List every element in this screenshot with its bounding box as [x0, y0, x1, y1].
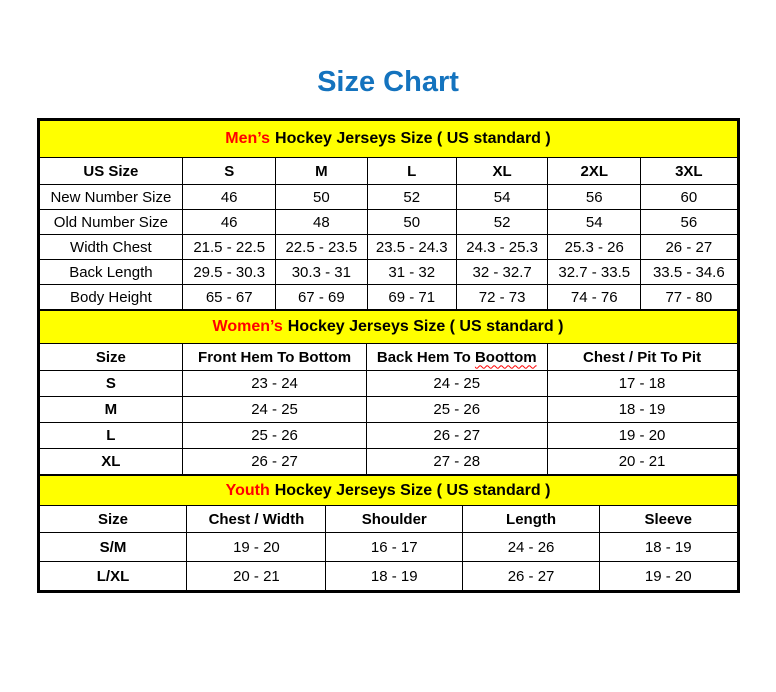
column-header: Size — [39, 344, 183, 371]
size-cell: 20 - 21 — [547, 449, 737, 475]
size-cell: 33.5 - 34.6 — [641, 260, 737, 285]
column-header: Length — [463, 506, 600, 533]
size-cell: 23 - 24 — [183, 371, 367, 397]
section-heading-text: Hockey Jerseys Size ( US standard ) — [287, 318, 564, 335]
size-cell: 65 - 67 — [183, 285, 276, 310]
row-label: Body Height — [39, 285, 183, 310]
size-cell: 50 — [276, 185, 367, 210]
section-heading-row — [39, 311, 737, 344]
row-label: S/M — [39, 533, 187, 562]
section-heading-row — [39, 121, 737, 158]
size-cell: 16 - 17 — [326, 533, 463, 562]
section-youth — [39, 475, 738, 591]
column-header: Chest / Pit To Pit — [547, 344, 737, 371]
size-cell: 23.5 - 24.3 — [367, 235, 456, 260]
page-title: Size Chart — [317, 66, 459, 98]
mens-size-table — [39, 120, 738, 310]
section-heading-text: Hockey Jerseys Size ( US standard ) — [275, 130, 551, 147]
row-label: Old Number Size — [39, 210, 183, 235]
size-cell: 24 - 25 — [366, 371, 547, 397]
table-row — [39, 423, 737, 449]
table-row — [39, 185, 737, 210]
size-cell: 19 - 20 — [599, 562, 737, 591]
section-womens — [39, 310, 738, 475]
size-cell: 77 - 80 — [641, 285, 737, 310]
row-label: M — [39, 397, 183, 423]
column-header-row — [39, 344, 737, 371]
column-header: L — [367, 158, 456, 185]
row-label: L/XL — [39, 562, 187, 591]
size-cell: 54 — [548, 210, 641, 235]
size-cell: 25.3 - 26 — [548, 235, 641, 260]
row-label: Back Length — [39, 260, 183, 285]
table-row — [39, 210, 737, 235]
row-label: L — [39, 423, 183, 449]
size-cell: 26 - 27 — [366, 423, 547, 449]
size-cell: 54 — [456, 185, 547, 210]
section-heading-accent: Youth — [225, 481, 270, 499]
size-cell: 74 - 76 — [548, 285, 641, 310]
size-cell: 21.5 - 22.5 — [183, 235, 276, 260]
section-heading — [39, 121, 737, 158]
table-row — [39, 285, 737, 310]
section-heading-accent: Men’s — [225, 130, 271, 147]
size-cell: 52 — [367, 185, 456, 210]
table-row — [39, 562, 737, 591]
size-cell: 26 - 27 — [641, 235, 737, 260]
size-cell: 46 — [183, 185, 276, 210]
size-cell: 60 — [641, 185, 737, 210]
youth-size-table — [39, 475, 738, 591]
size-cell: 18 - 19 — [326, 562, 463, 591]
table-row — [39, 533, 737, 562]
size-cell: 27 - 28 — [366, 449, 547, 475]
size-cell: 20 - 21 — [187, 562, 326, 591]
section-mens — [39, 120, 738, 310]
section-heading — [39, 311, 737, 344]
table-row — [39, 260, 737, 285]
size-cell: 52 — [456, 210, 547, 235]
size-cell: 24 - 25 — [183, 397, 367, 423]
column-header: Back Hem To Boottom — [366, 344, 547, 371]
size-chart — [37, 118, 740, 593]
size-cell: 19 - 20 — [547, 423, 737, 449]
row-label: XL — [39, 449, 183, 475]
size-cell: 24 - 26 — [463, 533, 600, 562]
column-header: 3XL — [641, 158, 737, 185]
size-cell: 25 - 26 — [366, 397, 547, 423]
size-cell: 50 — [367, 210, 456, 235]
size-cell: 19 - 20 — [187, 533, 326, 562]
size-cell: 72 - 73 — [456, 285, 547, 310]
size-cell: 69 - 71 — [367, 285, 456, 310]
size-cell: 29.5 - 30.3 — [183, 260, 276, 285]
table-row — [39, 397, 737, 423]
column-header: Sleeve — [599, 506, 737, 533]
table-row — [39, 371, 737, 397]
size-cell: 18 - 19 — [547, 397, 737, 423]
section-heading — [39, 476, 737, 506]
table-row — [39, 449, 737, 475]
row-label: S — [39, 371, 183, 397]
section-heading-row — [39, 476, 737, 506]
size-cell: 56 — [548, 185, 641, 210]
section-heading-text: Hockey Jerseys Size ( US standard ) — [274, 481, 551, 499]
size-cell: 26 - 27 — [463, 562, 600, 591]
column-header-row — [39, 506, 737, 533]
row-label: Width Chest — [39, 235, 183, 260]
size-cell: 48 — [276, 210, 367, 235]
misspelled-word: Boottom — [474, 348, 537, 366]
column-header: Front Hem To Bottom — [183, 344, 367, 371]
size-cell: 31 - 32 — [367, 260, 456, 285]
size-cell: 22.5 - 23.5 — [276, 235, 367, 260]
size-cell: 24.3 - 25.3 — [456, 235, 547, 260]
table-row — [39, 235, 737, 260]
section-heading-accent: Women’s — [212, 318, 283, 335]
size-cell: 17 - 18 — [547, 371, 737, 397]
row-label: New Number Size — [39, 185, 183, 210]
size-cell: 26 - 27 — [183, 449, 367, 475]
column-header: M — [276, 158, 367, 185]
column-header: Size — [39, 506, 187, 533]
column-header: XL — [456, 158, 547, 185]
womens-size-table — [39, 310, 738, 475]
size-cell: 32 - 32.7 — [456, 260, 547, 285]
column-header: S — [183, 158, 276, 185]
size-cell: 25 - 26 — [183, 423, 367, 449]
size-cell: 30.3 - 31 — [276, 260, 367, 285]
column-header: US Size — [39, 158, 183, 185]
size-cell: 46 — [183, 210, 276, 235]
size-cell: 32.7 - 33.5 — [548, 260, 641, 285]
column-header: 2XL — [548, 158, 641, 185]
size-cell: 56 — [641, 210, 737, 235]
size-cell: 18 - 19 — [599, 533, 737, 562]
column-header: Chest / Width — [187, 506, 326, 533]
column-header: Shoulder — [326, 506, 463, 533]
size-cell: 67 - 69 — [276, 285, 367, 310]
column-header-row — [39, 158, 737, 185]
